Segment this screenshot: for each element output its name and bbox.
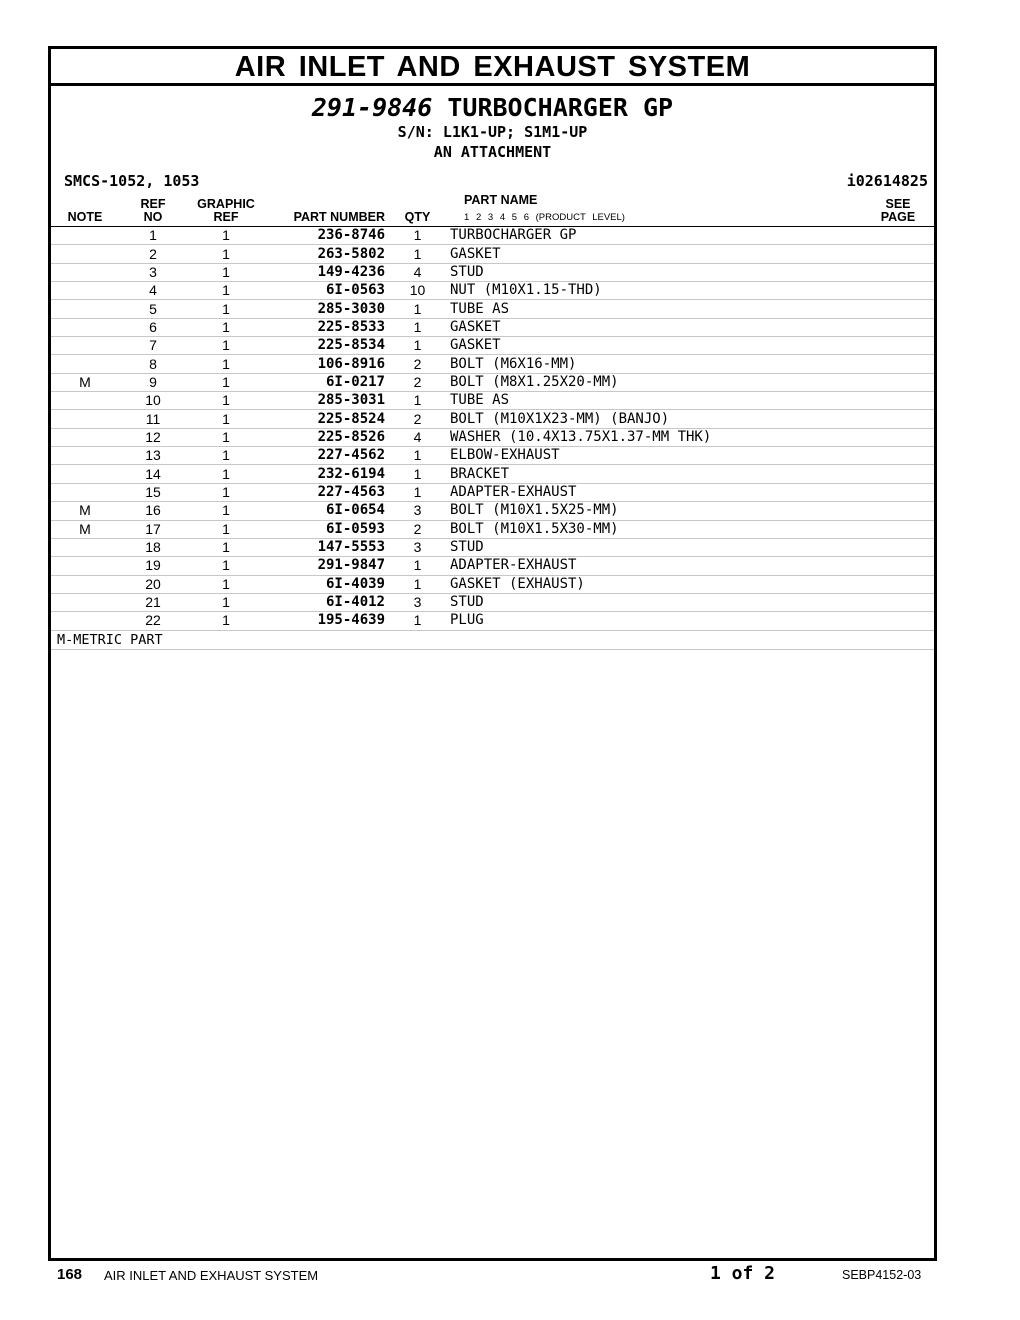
page-number: 168 <box>57 1266 83 1283</box>
cell-graphic-ref: 1 <box>187 227 265 245</box>
cell-part-name: PLUG <box>450 612 862 630</box>
cell-qty: 2 <box>385 520 450 538</box>
table-row <box>51 465 934 483</box>
cell-part-number: 225-8533 <box>265 318 385 336</box>
cell-see-page <box>862 227 934 245</box>
cell-part-number: 227-4563 <box>265 483 385 501</box>
cell-graphic-ref: 1 <box>187 502 265 520</box>
cell-see-page <box>862 502 934 520</box>
table-row <box>51 428 934 446</box>
cell-note <box>51 337 119 355</box>
table-row <box>51 447 934 465</box>
cell-note <box>51 465 119 483</box>
cell-part-name: TURBOCHARGER GP <box>450 227 862 245</box>
cell-part-number: 227-4562 <box>265 447 385 465</box>
cell-graphic-ref: 1 <box>187 300 265 318</box>
cell-qty: 1 <box>385 612 450 630</box>
cell-ref-no: 9 <box>119 373 187 391</box>
cell-qty: 2 <box>385 355 450 373</box>
cell-qty: 2 <box>385 410 450 428</box>
cell-part-number: 285-3030 <box>265 300 385 318</box>
page-of-count: 1 of 2 <box>710 1263 776 1284</box>
cell-part-number: 6I-4039 <box>265 575 385 593</box>
table-row <box>51 227 934 245</box>
cell-see-page <box>862 520 934 538</box>
header-note: NOTE <box>51 194 119 227</box>
cell-part-number: 149-4236 <box>265 263 385 281</box>
cell-part-number: 195-4639 <box>265 612 385 630</box>
cell-part-number: 232-6194 <box>265 465 385 483</box>
cell-part-name: WASHER (10.4X13.75X1.37-MM THK) <box>450 428 862 446</box>
cell-see-page <box>862 245 934 263</box>
cell-ref-no: 17 <box>119 520 187 538</box>
cell-graphic-ref: 1 <box>187 410 265 428</box>
cell-ref-no: 15 <box>119 483 187 501</box>
cell-part-number: 263-5802 <box>265 245 385 263</box>
cell-note <box>51 483 119 501</box>
cell-part-name: ELBOW-EXHAUST <box>450 447 862 465</box>
cell-ref-no: 3 <box>119 263 187 281</box>
cell-part-name: STUD <box>450 538 862 556</box>
cell-ref-no: 18 <box>119 538 187 556</box>
table-row <box>51 355 934 373</box>
cell-note <box>51 227 119 245</box>
page-footer <box>0 1263 1020 1293</box>
table-row <box>51 520 934 538</box>
cell-part-name: BOLT (M10X1.5X30-MM) <box>450 520 862 538</box>
cell-part-number: 6I-0563 <box>265 282 385 300</box>
reference-row <box>51 168 934 194</box>
cell-graphic-ref: 1 <box>187 428 265 446</box>
product-levels: 1 2 3 4 5 6 (PRODUCT LEVEL) <box>464 212 625 223</box>
table-row <box>51 575 934 593</box>
cell-graphic-ref: 1 <box>187 337 265 355</box>
group-title <box>51 94 934 122</box>
cell-ref-no: 11 <box>119 410 187 428</box>
table-row <box>51 245 934 263</box>
cell-qty: 3 <box>385 593 450 611</box>
section-title: AIR INLET AND EXHAUST SYSTEM <box>51 49 934 86</box>
cell-qty: 4 <box>385 428 450 446</box>
cell-part-name: BOLT (M8X1.25X20-MM) <box>450 373 862 391</box>
cell-ref-no: 5 <box>119 300 187 318</box>
cell-graphic-ref: 1 <box>187 520 265 538</box>
table-row <box>51 538 934 556</box>
cell-see-page <box>862 318 934 336</box>
table-row <box>51 282 934 300</box>
cell-qty: 1 <box>385 447 450 465</box>
cell-ref-no: 20 <box>119 575 187 593</box>
cell-ref-no: 6 <box>119 318 187 336</box>
cell-see-page <box>862 465 934 483</box>
cell-part-number: 236-8746 <box>265 227 385 245</box>
cell-see-page <box>862 557 934 575</box>
cell-qty: 1 <box>385 392 450 410</box>
footer-section-name: AIR INLET AND EXHAUST SYSTEM <box>104 1268 319 1283</box>
cell-part-name: NUT (M10X1.15-THD) <box>450 282 862 300</box>
cell-qty: 1 <box>385 245 450 263</box>
table-row <box>51 337 934 355</box>
cell-note <box>51 355 119 373</box>
cell-see-page <box>862 373 934 391</box>
header-see-page: SEE PAGE <box>862 194 934 227</box>
cell-part-number: 106-8916 <box>265 355 385 373</box>
cell-qty: 1 <box>385 227 450 245</box>
cell-note <box>51 282 119 300</box>
cell-part-name: BRACKET <box>450 465 862 483</box>
cell-part-number: 291-9847 <box>265 557 385 575</box>
cell-qty: 1 <box>385 300 450 318</box>
cell-see-page <box>862 410 934 428</box>
cell-ref-no: 16 <box>119 502 187 520</box>
cell-note <box>51 410 119 428</box>
cell-see-page <box>862 538 934 556</box>
table-row <box>51 263 934 281</box>
cell-graphic-ref: 1 <box>187 245 265 263</box>
header-part-number: PART NUMBER <box>265 194 385 227</box>
cell-graphic-ref: 1 <box>187 575 265 593</box>
cell-note <box>51 263 119 281</box>
cell-graphic-ref: 1 <box>187 483 265 501</box>
document-id: SEBP4152-03 <box>842 1268 922 1282</box>
cell-part-name: BOLT (M10X1X23-MM) (BANJO) <box>450 410 862 428</box>
cell-graphic-ref: 1 <box>187 282 265 300</box>
cell-graphic-ref: 1 <box>187 355 265 373</box>
table-row <box>51 300 934 318</box>
cell-part-name: STUD <box>450 593 862 611</box>
cell-part-name: GASKET <box>450 245 862 263</box>
cell-note <box>51 245 119 263</box>
cell-note <box>51 612 119 630</box>
cell-note <box>51 428 119 446</box>
cell-note <box>51 575 119 593</box>
cell-qty: 1 <box>385 575 450 593</box>
cell-ref-no: 21 <box>119 593 187 611</box>
cell-ref-no: 8 <box>119 355 187 373</box>
cell-note <box>51 557 119 575</box>
parts-table <box>51 194 934 631</box>
cell-ref-no: 2 <box>119 245 187 263</box>
cell-part-number: 6I-4012 <box>265 593 385 611</box>
group-header <box>51 94 934 162</box>
cell-ref-no: 10 <box>119 392 187 410</box>
header-part-name: PART NAME 1 2 3 4 5 6 (PRODUCT LEVEL) <box>450 194 862 227</box>
table-row <box>51 557 934 575</box>
table-row <box>51 373 934 391</box>
cell-see-page <box>862 593 934 611</box>
cell-part-name: GASKET (EXHAUST) <box>450 575 862 593</box>
cell-part-number: 225-8526 <box>265 428 385 446</box>
cell-ref-no: 13 <box>119 447 187 465</box>
cell-graphic-ref: 1 <box>187 557 265 575</box>
cell-note <box>51 318 119 336</box>
table-header-row <box>51 194 934 227</box>
cell-qty: 1 <box>385 483 450 501</box>
cell-see-page <box>862 300 934 318</box>
cell-qty: 1 <box>385 465 450 483</box>
cell-part-name: STUD <box>450 263 862 281</box>
attachment-label: AN ATTACHMENT <box>433 143 552 161</box>
cell-graphic-ref: 1 <box>187 612 265 630</box>
cell-part-name: GASKET <box>450 318 862 336</box>
cell-part-number: 6I-0654 <box>265 502 385 520</box>
cell-part-number: 225-8534 <box>265 337 385 355</box>
table-row <box>51 392 934 410</box>
header-ref-no: REF NO <box>119 194 187 227</box>
cell-ref-no: 22 <box>119 612 187 630</box>
cell-part-number: 225-8524 <box>265 410 385 428</box>
cell-qty: 3 <box>385 502 450 520</box>
cell-see-page <box>862 575 934 593</box>
cell-note <box>51 593 119 611</box>
cell-part-number: 285-3031 <box>265 392 385 410</box>
cell-see-page <box>862 483 934 501</box>
cell-graphic-ref: 1 <box>187 447 265 465</box>
cell-graphic-ref: 1 <box>187 392 265 410</box>
cell-part-name: ADAPTER-EXHAUST <box>450 557 862 575</box>
cell-graphic-ref: 1 <box>187 373 265 391</box>
cell-graphic-ref: 1 <box>187 593 265 611</box>
cell-note: M <box>51 520 119 538</box>
cell-qty: 1 <box>385 337 450 355</box>
cell-graphic-ref: 1 <box>187 465 265 483</box>
cell-qty: 10 <box>385 282 450 300</box>
cell-note: M <box>51 373 119 391</box>
cell-part-name: ADAPTER-EXHAUST <box>450 483 862 501</box>
metric-footnote: M-METRIC PART <box>51 631 934 650</box>
serial-numbers: S/N: L1K1-UP; S1M1-UP <box>397 123 588 141</box>
cell-note <box>51 447 119 465</box>
cell-part-name: GASKET <box>450 337 862 355</box>
cell-note <box>51 300 119 318</box>
cell-ref-no: 1 <box>119 227 187 245</box>
group-name: TURBOCHARGER GP <box>447 93 674 122</box>
cell-note <box>51 392 119 410</box>
cell-see-page <box>862 282 934 300</box>
cell-part-number: 6I-0593 <box>265 520 385 538</box>
cell-see-page <box>862 392 934 410</box>
cell-see-page <box>862 355 934 373</box>
cell-graphic-ref: 1 <box>187 538 265 556</box>
table-row <box>51 318 934 336</box>
cell-see-page <box>862 447 934 465</box>
cell-part-name: TUBE AS <box>450 392 862 410</box>
cell-see-page <box>862 337 934 355</box>
table-row <box>51 502 934 520</box>
header-qty: QTY <box>385 194 450 227</box>
cell-qty: 3 <box>385 538 450 556</box>
cell-graphic-ref: 1 <box>187 263 265 281</box>
cell-qty: 2 <box>385 373 450 391</box>
cell-qty: 1 <box>385 318 450 336</box>
cell-graphic-ref: 1 <box>187 318 265 336</box>
group-part-number: 291-9846 <box>311 93 433 122</box>
cell-ref-no: 14 <box>119 465 187 483</box>
smcs-code: SMCS-1052, 1053 <box>64 172 200 190</box>
cell-ref-no: 19 <box>119 557 187 575</box>
cell-part-name: BOLT (M10X1.5X25-MM) <box>450 502 862 520</box>
illustration-id: i02614825 <box>846 172 928 190</box>
cell-note <box>51 538 119 556</box>
header-graphic-ref: GRAPHIC REF <box>187 194 265 227</box>
cell-qty: 1 <box>385 557 450 575</box>
table-row <box>51 612 934 630</box>
cell-qty: 4 <box>385 263 450 281</box>
table-row <box>51 410 934 428</box>
cell-see-page <box>862 428 934 446</box>
cell-ref-no: 7 <box>119 337 187 355</box>
cell-part-number: 6I-0217 <box>265 373 385 391</box>
cell-part-number: 147-5553 <box>265 538 385 556</box>
cell-see-page <box>862 263 934 281</box>
cell-see-page <box>862 612 934 630</box>
cell-ref-no: 4 <box>119 282 187 300</box>
table-row <box>51 483 934 501</box>
cell-part-name: BOLT (M6X16-MM) <box>450 355 862 373</box>
table-row <box>51 593 934 611</box>
page-frame <box>48 46 937 1261</box>
cell-note: M <box>51 502 119 520</box>
cell-part-name: TUBE AS <box>450 300 862 318</box>
cell-ref-no: 12 <box>119 428 187 446</box>
